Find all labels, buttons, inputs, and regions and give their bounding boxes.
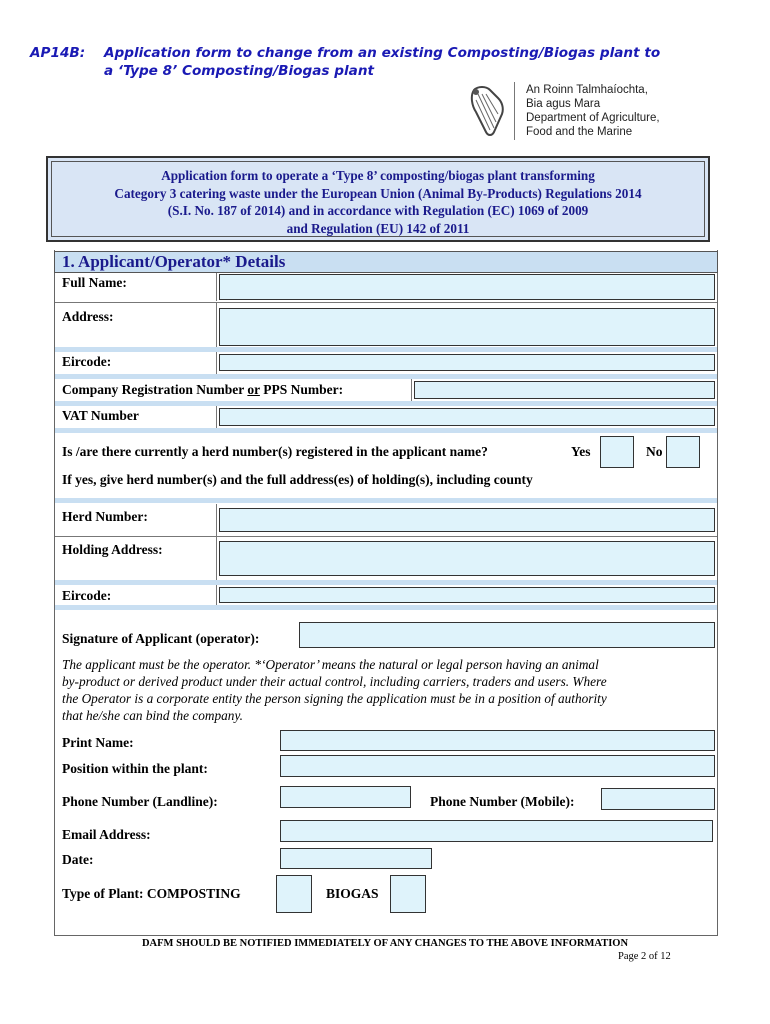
separator-band: [55, 605, 717, 610]
title-line-1: Application form to change from an existing Composting/Biogas plant to: [104, 45, 661, 61]
biogas-checkbox[interactable]: [390, 875, 426, 913]
herd-number-field[interactable]: [219, 508, 715, 532]
divider: [216, 352, 217, 374]
document-title: [30, 44, 720, 80]
note-line-2: by-product or derived product under their actual control, including carriers, traders and users. Where: [62, 674, 607, 689]
harp-icon: [464, 84, 510, 138]
separator-band: [55, 347, 717, 352]
date-label: Date:: [62, 852, 94, 867]
note-line-4: that he/she can bind the company.: [62, 708, 243, 723]
divider: [216, 585, 217, 605]
separator-band: [55, 428, 717, 433]
department-logo-text: [526, 83, 660, 139]
company-registration-field[interactable]: [414, 381, 715, 399]
holding-address-field[interactable]: [219, 541, 715, 576]
company-label-pre: Company Registration Number: [62, 382, 248, 397]
banner-line-3: (S.I. No. 187 of 2014) and in accordance with Regulation (EC) 1069 of 2009: [167, 203, 589, 218]
company-label-or: or: [247, 382, 260, 397]
no-label: No: [646, 444, 663, 459]
divider: [216, 273, 217, 301]
banner-line-2: Category 3 catering waste under the European Union (Animal By-Products) Regulations 2014: [114, 185, 642, 201]
divider: [216, 537, 217, 580]
biogas-label: BIOGAS: [326, 886, 379, 901]
phone-landline-field[interactable]: [280, 786, 411, 808]
phone-landline-label: Phone Number (Landline):: [62, 794, 218, 809]
company-label-post: PPS Number:: [259, 382, 344, 397]
phone-mobile-field[interactable]: [601, 788, 715, 810]
logo-divider: [514, 82, 515, 140]
logo-line-1: An Roinn Talmhaíochta,: [526, 84, 648, 96]
print-name-field[interactable]: [280, 730, 715, 751]
note-line-1: The applicant must be the operator. *‘Operator’ means the natural or legal person having an animal: [62, 657, 599, 672]
holding-eircode-label: Eircode:: [62, 588, 112, 603]
herd-yes-checkbox[interactable]: [600, 436, 634, 468]
banner-text: [50, 167, 706, 237]
herd-number-label: Herd Number:: [62, 509, 148, 524]
email-label: Email Address:: [62, 827, 151, 842]
separator-band: [55, 401, 717, 406]
herd-no-checkbox[interactable]: [666, 436, 700, 468]
position-label: Position within the plant:: [62, 761, 208, 776]
email-field[interactable]: [280, 820, 713, 842]
separator-band: [55, 580, 717, 585]
vat-field[interactable]: [219, 408, 715, 426]
plant-type-label: Type of Plant: COMPOSTING: [62, 886, 241, 901]
section-title: 1. Applicant/Operator* Details: [62, 252, 286, 271]
composting-checkbox[interactable]: [276, 875, 312, 913]
holding-address-label: Holding Address:: [62, 542, 163, 557]
operator-note: [62, 656, 607, 724]
banner-line-4: and Regulation (EU) 142 of 2011: [286, 220, 470, 236]
logo-line-4: Food and the Marine: [526, 126, 633, 138]
banner-line-1: Application form to operate a ‘Type 8’ composting/biogas plant transforming: [161, 168, 595, 183]
address-label: Address:: [62, 309, 114, 324]
form-code: AP14B:: [30, 45, 86, 61]
full-name-field[interactable]: [219, 274, 715, 300]
signature-label: Signature of Applicant (operator):: [62, 631, 260, 646]
separator-band: [55, 374, 717, 379]
print-name-label: Print Name:: [62, 735, 134, 750]
logo-line-2: Bia agus Mara: [526, 98, 601, 110]
logo-line-3: Department of Agriculture,: [526, 112, 660, 124]
company-registration-label: [62, 382, 343, 398]
position-field[interactable]: [280, 755, 715, 777]
footer-notice: DAFM SHOULD BE NOTIFIED IMMEDIATELY OF ANY CHANGES TO THE ABOVE INFORMATION: [141, 938, 629, 949]
holding-eircode-field[interactable]: [219, 587, 715, 603]
if-yes-instruction: If yes, give herd number(s) and the full address(es) of holding(s), including county: [62, 472, 533, 487]
divider: [216, 303, 217, 349]
divider: [216, 504, 217, 536]
herd-question: Is /are there currently a herd number(s) registered in the applicant name?: [62, 444, 488, 459]
full-name-label: Full Name:: [62, 275, 127, 290]
address-field[interactable]: [219, 308, 715, 346]
note-line-3: the Operator is a corporate entity the person signing the application must be in a position of authority: [62, 691, 607, 706]
page-number: Page 2 of 12: [618, 951, 671, 962]
divider: [216, 406, 217, 428]
date-field[interactable]: [280, 848, 432, 869]
divider: [55, 302, 717, 303]
vat-label: VAT Number: [62, 408, 139, 423]
title-line-2: a ‘Type 8’ Composting/Biogas plant: [104, 63, 374, 79]
eircode-field[interactable]: [219, 354, 715, 371]
eircode-label: Eircode:: [62, 354, 112, 369]
signature-field[interactable]: [299, 622, 715, 648]
yes-label: Yes: [571, 444, 591, 459]
separator-band: [55, 498, 717, 503]
phone-mobile-label: Phone Number (Mobile):: [430, 794, 575, 809]
divider: [55, 536, 717, 537]
divider: [411, 379, 412, 401]
